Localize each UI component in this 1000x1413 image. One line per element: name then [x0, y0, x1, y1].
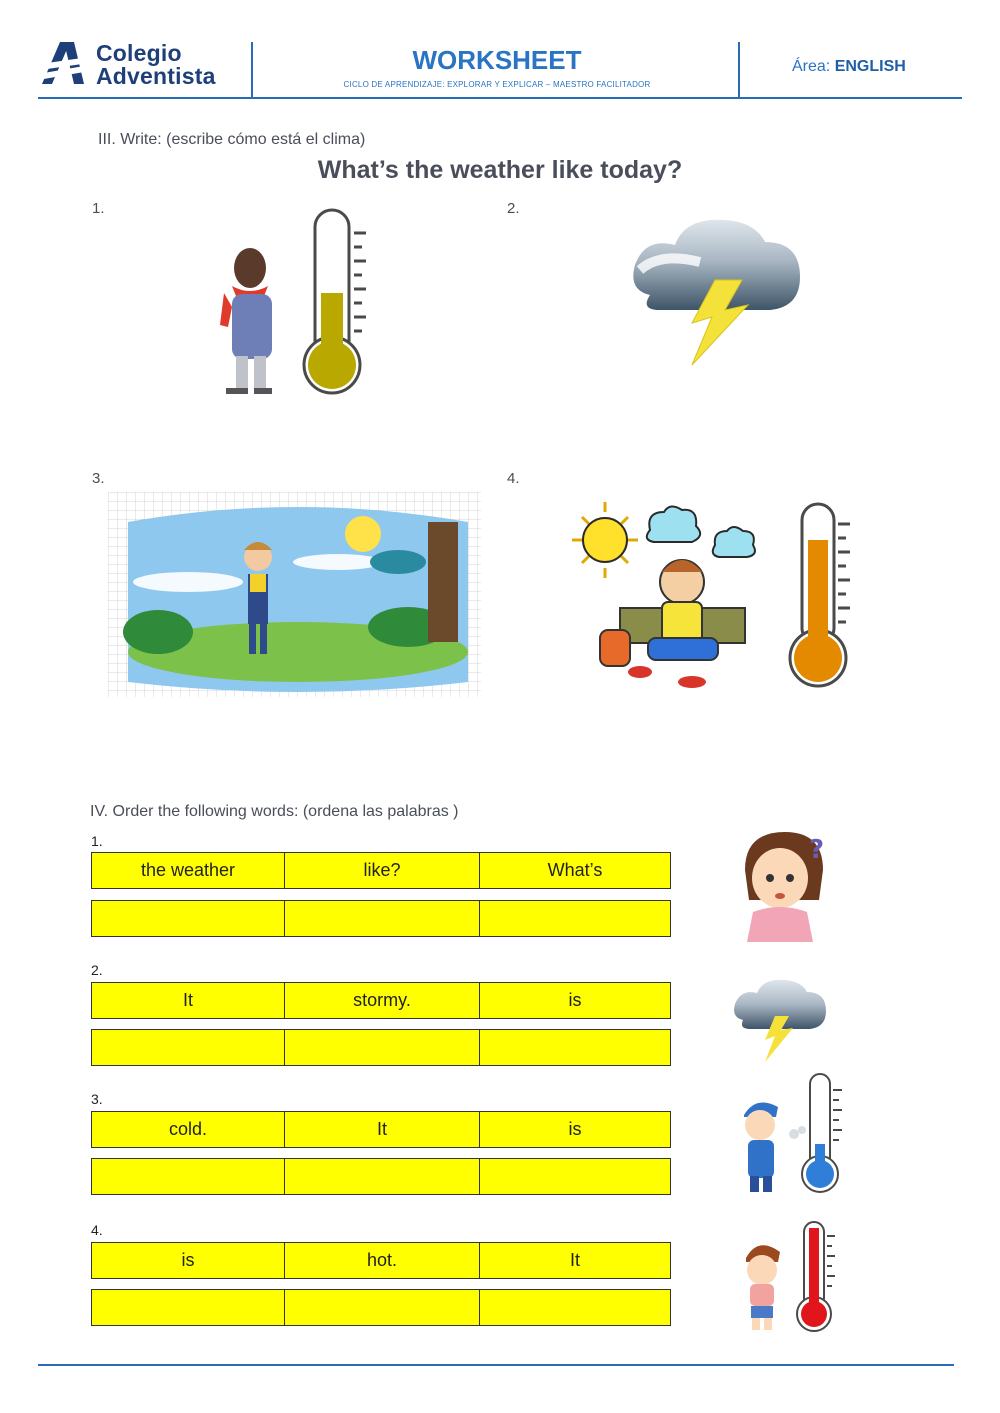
word-cell: is: [568, 1119, 582, 1139]
section3-heading: III. Write: (escribe cómo está el clima): [98, 131, 366, 148]
order-item4-words-row: [91, 1242, 671, 1279]
area-label: Área:: [792, 58, 831, 75]
word-cell: like?: [285, 853, 480, 888]
word-cell: hot.: [285, 1243, 480, 1278]
worksheet-subtitle: CICLO DE APRENDIZAJE: EXPLORAR Y EXPLICAR – MAESTRO FACILITADOR: [343, 80, 651, 89]
cold-child-thermometer-icon: [738, 1070, 846, 1198]
order-item1-number: 1.: [91, 833, 103, 849]
storm-cloud-small-icon: [733, 978, 828, 1063]
section4-heading: IV. Order the following words: (ordena las palabras ): [90, 803, 459, 820]
order-item3-number: 3.: [91, 1091, 103, 1107]
item1-number: 1.: [92, 200, 105, 217]
word-cell: the weather: [92, 853, 285, 888]
order-item2-answer-row[interactable]: [91, 1029, 671, 1066]
hot-child-thermometer-icon: [738, 1218, 838, 1333]
word-cell: is: [92, 1243, 285, 1278]
word-cell: is: [568, 990, 582, 1010]
answer-cell[interactable]: [92, 1290, 285, 1325]
area-label-group: [792, 58, 906, 76]
storm-cloud-icon: [630, 215, 805, 370]
windy-park-scene-icon: [108, 492, 481, 697]
item3-number: 3.: [92, 470, 105, 487]
item2-number: 2.: [507, 200, 520, 217]
answer-cell[interactable]: [92, 1030, 285, 1065]
header-rule: [38, 97, 962, 99]
hot-sunny-bench-icon: [570, 500, 860, 695]
school-name-line2: Adventista: [96, 63, 216, 89]
answer-cell[interactable]: [480, 1030, 670, 1065]
footer-rule: [38, 1364, 954, 1366]
answer-cell[interactable]: [285, 1030, 480, 1065]
answer-cell[interactable]: [285, 1159, 480, 1194]
answer-cell[interactable]: [285, 1290, 480, 1325]
word-cell: It: [569, 1250, 580, 1270]
word-cell: cold.: [92, 1112, 285, 1147]
order-item2-words-row: [91, 982, 671, 1019]
order-item3-answer-row[interactable]: [91, 1158, 671, 1195]
word-cell: What’s: [547, 860, 603, 880]
cold-person-thermometer-icon: [210, 208, 380, 403]
answer-cell[interactable]: [480, 1290, 670, 1325]
answer-cell[interactable]: [480, 901, 670, 936]
word-cell: stormy.: [285, 983, 480, 1018]
school-name: [96, 42, 216, 88]
word-cell: It: [285, 1112, 480, 1147]
order-item2-number: 2.: [91, 962, 103, 978]
answer-cell[interactable]: [92, 901, 285, 936]
section3-question: What’s the weather like today?: [317, 156, 683, 184]
item4-number: 4.: [507, 470, 520, 487]
worksheet-title: WORKSHEET: [412, 45, 582, 75]
answer-cell[interactable]: [480, 1159, 670, 1194]
school-name-line1: Colegio: [96, 40, 182, 66]
answer-cell[interactable]: [92, 1159, 285, 1194]
order-item1-answer-row[interactable]: [91, 900, 671, 937]
header-divider-right: [738, 42, 740, 98]
area-value: ENGLISH: [834, 58, 906, 75]
order-item3-words-row: [91, 1111, 671, 1148]
order-item1-words-row: [91, 852, 671, 889]
order-item4-answer-row[interactable]: [91, 1289, 671, 1326]
order-item4-number: 4.: [91, 1222, 103, 1238]
svg-text:?: ?: [809, 835, 825, 865]
thinking-girl-icon: [735, 830, 830, 942]
answer-cell[interactable]: [285, 901, 480, 936]
word-cell: It: [92, 983, 285, 1018]
header-divider-left: [251, 42, 253, 98]
school-logo-icon: [38, 40, 86, 86]
